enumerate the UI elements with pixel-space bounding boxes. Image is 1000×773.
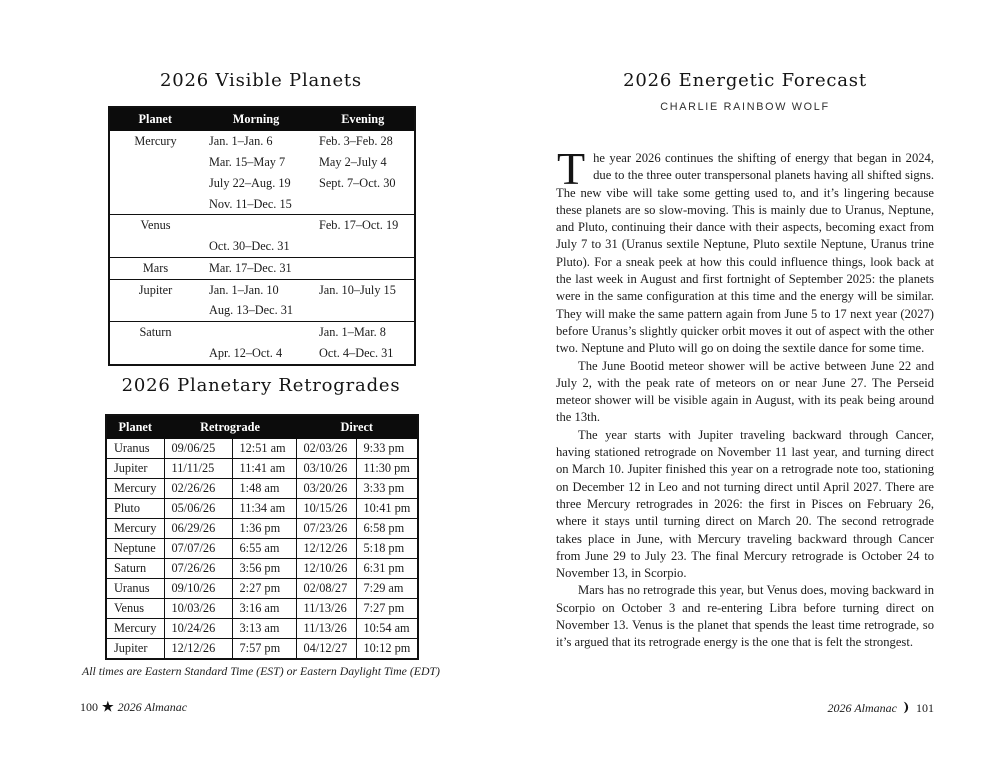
table-row xyxy=(106,598,418,618)
column-header: Morning xyxy=(201,107,311,131)
star-icon: ★ xyxy=(102,699,114,714)
date-time-cell: 11:30 pm xyxy=(356,458,418,478)
planet-name-cell: Jupiter xyxy=(138,282,173,297)
visible-planets-title: 2026 Visible Planets xyxy=(160,70,362,91)
date-time-cell: 03/10/26 xyxy=(296,458,356,478)
table-row xyxy=(109,193,415,214)
date-time-cell: 07/07/26 xyxy=(164,538,232,558)
date-time-cell: 10/24/26 xyxy=(164,618,232,638)
date-time-cell: 04/12/27 xyxy=(296,638,356,658)
date-time-cell: 12/12/26 xyxy=(164,638,232,658)
date-range-cell: Feb. 3–Feb. 28 xyxy=(319,134,393,149)
date-time-cell: 3:13 am xyxy=(232,618,296,638)
author-byline: CHARLIE RAINBOW WOLF xyxy=(660,101,830,113)
date-time-cell: 10:41 pm xyxy=(356,498,418,518)
paragraph: The year 2026 continues the shifting of energy that began in 2024, due to the three outer transpersonal planets having all shifted signs. The new vibe will take some getting used to, and it’s lingering because these planets are so slow-moving. This is mainly due to Uranus, Neptune, and Pluto, continuing their dance with their aspects, becoming exact from July 7 to 31 (Uranus sextile Neptune, Pluto sextile Neptune, Uranus trine Pluto). For a sneak peek at how this could influence things, look back at the last week in August and first fortnight of September 2025: the planets were in the same configuration at this time and the energy will be similar. They will make the same pattern again from June 5 to 17 next year (2027) before Uranus’s slightly quicker orbit moves it out of aspect with the other two. Neptune and Pluto will go on doing the sextile dance for some time. xyxy=(556,143,934,356)
date-time-cell: 10/15/26 xyxy=(296,498,356,518)
date-time-cell: 11/13/26 xyxy=(296,598,356,618)
planet-name-cell: Venus xyxy=(106,598,164,618)
date-time-cell: 02/26/26 xyxy=(164,478,232,498)
date-range-cell xyxy=(201,215,311,236)
visible-planets-table xyxy=(108,106,416,366)
date-range-cell: Oct. 4–Dec. 31 xyxy=(319,346,394,361)
table-row xyxy=(106,558,418,578)
planet-name-cell xyxy=(109,343,201,365)
planet-name-cell: Mercury xyxy=(106,618,164,638)
date-time-cell: 03/20/26 xyxy=(296,478,356,498)
planet-group xyxy=(109,131,415,215)
table-row xyxy=(106,439,418,459)
date-time-cell: 7:57 pm xyxy=(232,638,296,658)
planet-name-cell: Jupiter xyxy=(106,458,164,478)
date-time-cell: 10:12 pm xyxy=(356,638,418,658)
table-row xyxy=(109,152,415,173)
date-range-cell: Nov. 11–Dec. 15 xyxy=(209,196,292,211)
date-range-cell xyxy=(201,322,311,343)
retrogrades-body xyxy=(106,439,418,659)
date-range-cell: July 22–Aug. 19 xyxy=(209,175,291,190)
date-time-cell: 11/11/25 xyxy=(164,458,232,478)
table-row xyxy=(109,257,415,279)
date-time-cell: 07/23/26 xyxy=(296,518,356,538)
date-time-cell: 6:58 pm xyxy=(356,518,418,538)
times-footnote: All times are Eastern Standard Time (EST) or Eastern Daylight Time (EDT) xyxy=(82,664,440,678)
table-row xyxy=(109,322,415,343)
date-range-cell xyxy=(311,300,415,321)
date-time-cell: 11:41 am xyxy=(232,458,296,478)
planet-group xyxy=(109,279,415,322)
column-header: Evening xyxy=(311,107,415,131)
table-row xyxy=(109,131,415,152)
planet-name-cell: Mercury xyxy=(134,134,177,149)
table-row xyxy=(109,343,415,365)
table-header-row xyxy=(106,415,418,439)
date-time-cell: 09/10/26 xyxy=(164,578,232,598)
planet-name-cell: Mars xyxy=(142,260,169,275)
planet-name-cell: Uranus xyxy=(106,578,164,598)
table-header-row xyxy=(109,107,415,131)
date-time-cell: 3:56 pm xyxy=(232,558,296,578)
date-range-cell: Mar. 17–Dec. 31 xyxy=(209,260,292,275)
date-time-cell: 11/13/26 xyxy=(296,618,356,638)
date-time-cell: 12/12/26 xyxy=(296,538,356,558)
book-title: 2026 Almanac xyxy=(117,700,188,714)
date-range-cell: Jan. 1–Jan. 10 xyxy=(209,282,279,297)
planet-group xyxy=(109,257,415,279)
date-time-cell: 05/06/26 xyxy=(164,498,232,518)
table-row xyxy=(106,478,418,498)
crescent-moon-icon xyxy=(897,703,916,717)
date-time-cell: 3:16 am xyxy=(232,598,296,618)
planet-name-cell: Mercury xyxy=(106,478,164,498)
planet-name-cell xyxy=(109,300,201,321)
table-row xyxy=(109,173,415,194)
page-number: 101 xyxy=(916,701,934,715)
table-row xyxy=(109,236,415,257)
planet-name-cell: Venus xyxy=(140,218,171,233)
date-time-cell: 12:51 am xyxy=(232,439,296,459)
planet-group xyxy=(109,322,415,365)
date-time-cell: 6:55 am xyxy=(232,538,296,558)
planet-name-cell xyxy=(109,236,201,257)
date-time-cell: 10/03/26 xyxy=(164,598,232,618)
energetic-forecast-title: 2026 Energetic Forecast xyxy=(623,70,867,91)
date-range-cell: Mar. 15–May 7 xyxy=(209,154,286,169)
paragraph: The June Bootid meteor shower will be active between June 22 and July 2, with the peak rate of meteors on or near June 27. The Perseid meteor shower will be visible again in August, with its peak being around the 13th. xyxy=(556,358,934,425)
date-time-cell: 6:31 pm xyxy=(356,558,418,578)
date-range-cell: Sept. 7–Oct. 30 xyxy=(319,175,396,190)
date-time-cell: 09/06/25 xyxy=(164,439,232,459)
date-time-cell: 7:27 pm xyxy=(356,598,418,618)
date-time-cell: 1:48 am xyxy=(232,478,296,498)
table-row xyxy=(106,618,418,638)
left-page-footer xyxy=(80,699,187,715)
date-time-cell: 9:33 pm xyxy=(356,439,418,459)
table-row xyxy=(106,498,418,518)
table-row xyxy=(106,538,418,558)
column-header: Planet xyxy=(106,415,164,439)
date-time-cell: 3:33 pm xyxy=(356,478,418,498)
drop-cap: T xyxy=(557,143,586,194)
table-row xyxy=(109,215,415,236)
date-time-cell: 7:29 am xyxy=(356,578,418,598)
planet-group xyxy=(109,215,415,258)
planet-name-cell xyxy=(109,193,201,214)
date-range-cell: Jan. 10–July 15 xyxy=(319,282,396,297)
table-row xyxy=(109,279,415,300)
page-number: 100 xyxy=(80,700,98,714)
right-page-footer xyxy=(828,699,934,716)
column-header: Retrograde xyxy=(164,415,296,439)
date-time-cell: 07/26/26 xyxy=(164,558,232,578)
date-range-cell xyxy=(311,257,415,279)
date-range-cell: Jan. 1–Jan. 6 xyxy=(209,134,273,149)
table-row xyxy=(109,300,415,321)
planet-name-cell: Uranus xyxy=(106,439,164,459)
table-row xyxy=(106,458,418,478)
date-time-cell: 1:36 pm xyxy=(232,518,296,538)
date-range-cell: Oct. 30–Dec. 31 xyxy=(209,239,290,254)
planet-name-cell: Neptune xyxy=(106,538,164,558)
paragraph: The year starts with Jupiter traveling backward through Cancer, having stationed retrograde on November 11 last year, and turning direct on March 10. Jupiter finished this year on a retrograde note too, stationing on December 12 in Leo and not turning direct until April 2027. There are three Mercury retrogrades in 2026: the first in Pisces on February 26, where it stays until turning direct on March 20. The second retrograde takes place in June, with Mercury traveling backward through Cancer from June 29 to July 23. The final Mercury retrograde is October 24 to November 13, in Scorpio. xyxy=(556,427,934,581)
date-range-cell: Jan. 1–Mar. 8 xyxy=(319,325,386,340)
paragraph: Mars has no retrograde this year, but Venus does, moving backward in Scorpio on October 3 and re-entering Libra before turning direct on November 13. Venus is the planet that spends the least time retrograde, so it’s argued that its retrograde energy is the one that is felt the strongest. xyxy=(556,583,934,650)
table-row xyxy=(106,578,418,598)
planet-name-cell: Jupiter xyxy=(106,638,164,658)
date-time-cell: 2:27 pm xyxy=(232,578,296,598)
date-time-cell: 06/29/26 xyxy=(164,518,232,538)
date-range-cell: May 2–July 4 xyxy=(319,154,387,169)
date-range-cell: Aug. 13–Dec. 31 xyxy=(209,303,294,318)
table-row xyxy=(106,518,418,538)
date-range-cell xyxy=(311,236,415,257)
planet-name-cell xyxy=(109,173,201,194)
column-header: Planet xyxy=(109,107,201,131)
planet-name-cell: Pluto xyxy=(106,498,164,518)
date-time-cell: 02/08/27 xyxy=(296,578,356,598)
retrogrades-title: 2026 Planetary Retrogrades xyxy=(121,375,401,396)
date-time-cell: 11:34 am xyxy=(232,498,296,518)
planet-name-cell: Mercury xyxy=(106,518,164,538)
planet-name-cell: Saturn xyxy=(139,325,172,340)
column-header: Direct xyxy=(296,415,418,439)
date-time-cell: 12/10/26 xyxy=(296,558,356,578)
planet-name-cell: Saturn xyxy=(106,558,164,578)
date-time-cell: 10:54 am xyxy=(356,618,418,638)
book-title: 2026 Almanac xyxy=(827,701,897,715)
date-range-cell: Feb. 17–Oct. 19 xyxy=(319,218,399,233)
date-time-cell: 02/03/26 xyxy=(296,439,356,459)
retrogrades-table xyxy=(105,414,419,660)
table-row xyxy=(106,638,418,658)
date-range-cell: Apr. 12–Oct. 4 xyxy=(209,346,283,361)
date-time-cell: 5:18 pm xyxy=(356,538,418,558)
planet-name-cell xyxy=(109,152,201,173)
forecast-article xyxy=(556,143,934,652)
date-range-cell xyxy=(311,193,415,214)
